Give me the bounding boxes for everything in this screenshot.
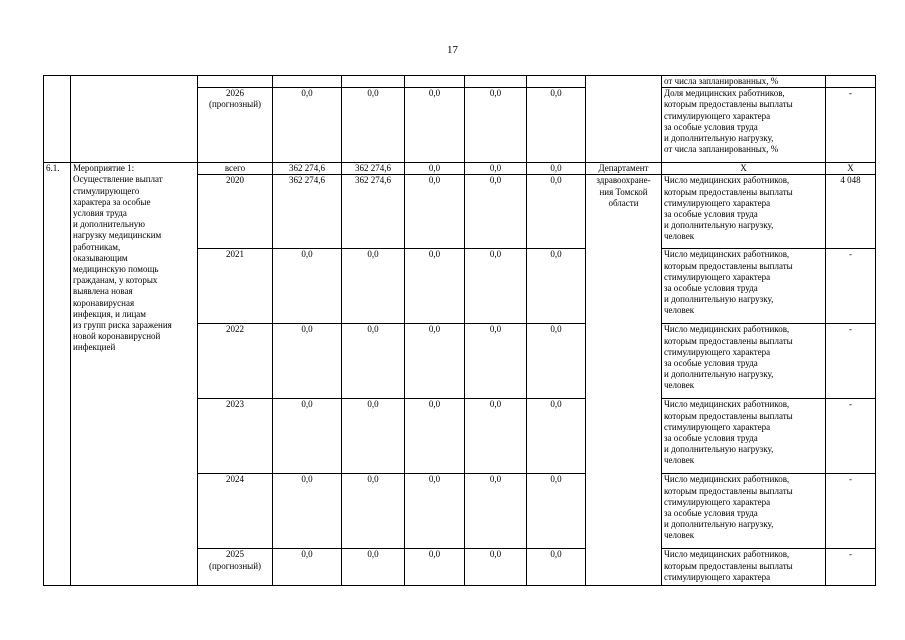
indicator-cell: Доля медицинских работников, которым предоставлены выплаты стимулирующего характера за особые условия труда и дополнительную нагрузку, от числа запланированных, % (662, 88, 826, 163)
value-cell: 0,0 (465, 163, 527, 175)
program-table (43, 75, 876, 586)
value-cell: 0,0 (527, 163, 586, 175)
year-cell: 2025 (прогнозный) (198, 549, 273, 586)
value-cell: 0,0 (465, 474, 527, 549)
name-cell (71, 76, 198, 163)
value-cell: 0,0 (405, 399, 465, 474)
indicator-cell: Число медицинских работников, которым предоставлены выплаты стимулирующего характера за особые условия труда и дополнительную нагрузку, человек (662, 399, 826, 474)
indicator-cell: Число медицинских работников, которым предоставлены выплаты стимулирующего характера за особые условия труда и дополнительную нагрузку, человек (662, 474, 826, 549)
value-cell: 0,0 (465, 399, 527, 474)
value-cell: 0,0 (273, 324, 342, 399)
indicator-value-cell: - (826, 249, 876, 324)
value-cell: 0,0 (273, 549, 342, 586)
indicator-value-cell: - (826, 399, 876, 474)
value-cell: 0,0 (405, 324, 465, 399)
indicator-value-cell: Х (826, 163, 876, 175)
indicator-cell: Число медицинских работников, которым предоставлены выплаты стимулирующего характера за особые условия труда и дополнительную нагрузку, человек (662, 249, 826, 324)
indicator-value-cell: - (826, 474, 876, 549)
year-cell: 2022 (198, 324, 273, 399)
measure-name: Мероприятие 1: Осуществление выплат стимулирующего характера за особые условия труда и дополнительную нагрузку медицинским работникам, оказывающим медицинскую помощь гражданам, у которых выявлена новая коронавирусная инфекция, и лицам из групп риска заражения новой коронавирусной инфекцией (71, 163, 198, 586)
indicator-value-cell: - (826, 549, 876, 586)
year-cell: 2021 (198, 249, 273, 324)
value-cell: 0,0 (405, 175, 465, 249)
value-cell: 362 274,6 (342, 175, 405, 249)
indicator-cell: Число медицинских работников, которым предоставлены выплаты стимулирующего характера за особые условия труда и дополнительную нагрузку, человек (662, 324, 826, 399)
value-cell: 0,0 (273, 399, 342, 474)
indicator-cell: Х (662, 163, 826, 175)
indicator-value-cell: - (826, 88, 876, 163)
value-cell: 0,0 (405, 163, 465, 175)
year-cell: всего (198, 163, 273, 175)
value-cell: 0,0 (342, 324, 405, 399)
executor-label: Департамент (586, 163, 662, 175)
value-cell: 0,0 (273, 474, 342, 549)
value-cell: 0,0 (465, 324, 527, 399)
indicator-cell: Число медицинских работников, которым предоставлены выплаты стимулирующего характера (662, 549, 826, 586)
year-cell: 2026 (прогнозный) (198, 88, 273, 163)
value-cell: 0,0 (465, 88, 527, 163)
value-cell: 0,0 (273, 249, 342, 324)
year-cell: 2023 (198, 399, 273, 474)
value-cell: 0,0 (527, 549, 586, 586)
value-cell: 0,0 (527, 399, 586, 474)
value-cell: 0,0 (273, 88, 342, 163)
value-cell: 0,0 (465, 175, 527, 249)
year-cell: 2020 (198, 175, 273, 249)
value-cell: 0,0 (405, 249, 465, 324)
value-cell: 0,0 (342, 549, 405, 586)
indicator-value-cell: - (826, 324, 876, 399)
table-row (44, 163, 876, 175)
value-cell: 0,0 (405, 88, 465, 163)
value-cell: 0,0 (405, 549, 465, 586)
indicator-value-cell: 4 048 (826, 175, 876, 249)
value-cell: 362 274,6 (342, 163, 405, 175)
value-cell: 0,0 (527, 474, 586, 549)
value-cell: 0,0 (465, 549, 527, 586)
value-cell: 362 274,6 (273, 175, 342, 249)
measure-number: 6.1. (44, 163, 71, 586)
executor-cell (586, 76, 662, 163)
value-cell: 0,0 (465, 249, 527, 324)
value-cell: 0,0 (527, 249, 586, 324)
value-cell: 0,0 (527, 175, 586, 249)
indicator-cell: от числа запланированных, % (662, 76, 826, 88)
year-cell: 2024 (198, 474, 273, 549)
page-number: 17 (447, 44, 458, 56)
value-cell: 0,0 (342, 474, 405, 549)
executor-cell: здравоохране- ния Томской области (586, 175, 662, 586)
indicator-cell: Число медицинских работников, которым предоставлены выплаты стимулирующего характера за особые условия труда и дополнительную нагрузку, человек (662, 175, 826, 249)
value-cell: 0,0 (527, 324, 586, 399)
year-cell (198, 76, 273, 88)
value-cell: 362 274,6 (273, 163, 342, 175)
value-cell: 0,0 (342, 249, 405, 324)
table-row (44, 76, 876, 88)
number-cell (44, 76, 71, 163)
value-cell: 0,0 (342, 399, 405, 474)
value-cell: 0,0 (527, 88, 586, 163)
value-cell: 0,0 (342, 88, 405, 163)
value-cell: 0,0 (405, 474, 465, 549)
